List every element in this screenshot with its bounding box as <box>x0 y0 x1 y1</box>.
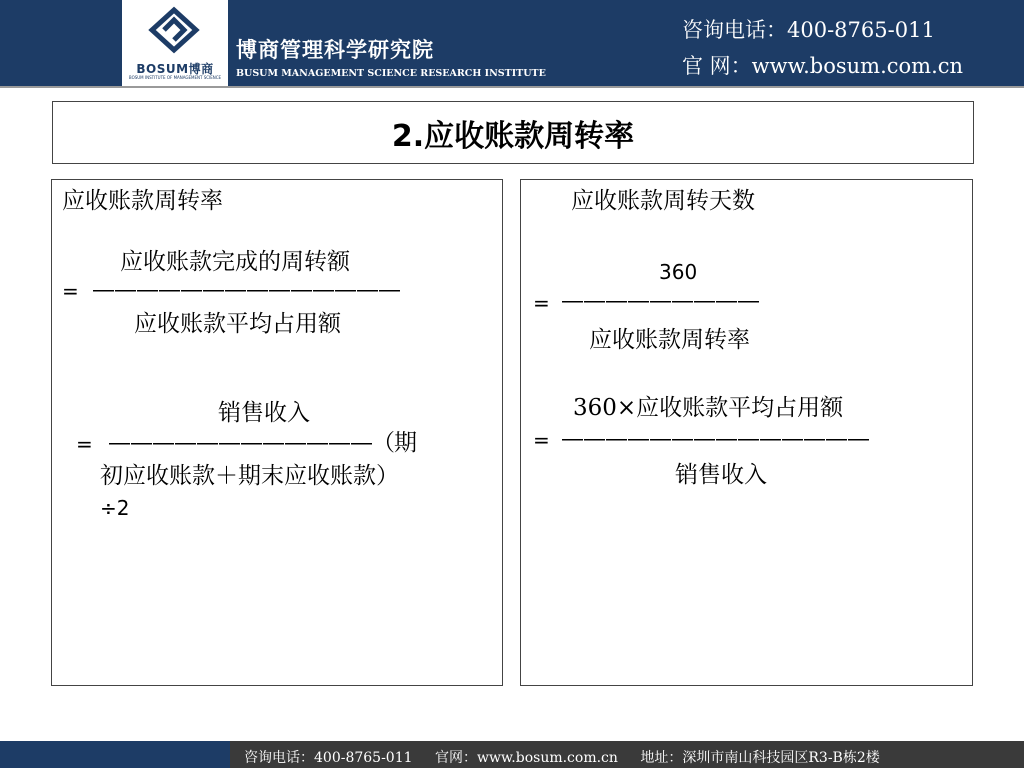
header-phone: 咨询电话：400-8765-011 <box>682 18 935 42</box>
logo <box>122 0 228 86</box>
right-panel-heading: 应收账款周转天数 <box>571 188 755 214</box>
org-name-en: BUSUM MANAGEMENT SCIENCE RESEARCH INSTITUTE <box>236 68 546 79</box>
right-f2-fraction-bar: —————————————— <box>561 426 869 452</box>
left-f2-denominator-line1: 初应收账款＋期末应收账款） <box>100 463 399 489</box>
footer-contact <box>244 747 898 767</box>
slide-title-box <box>52 101 974 164</box>
logo-subtext: BOSUM INSTITUTE OF MANAGEMENT SCIENCE <box>128 75 222 80</box>
footer-accent <box>0 741 230 768</box>
left-f2-fraction-bar: ————————————（期 <box>108 430 416 456</box>
right-f1-fraction-bar: ————————— <box>561 288 759 314</box>
right-f1-numerator: 360 <box>659 260 698 284</box>
right-f2-equals: = <box>533 428 550 452</box>
left-f2-numerator: 销售收入 <box>218 400 310 426</box>
left-f2-denominator-line2: ÷2 <box>100 496 130 520</box>
right-formula-panel <box>520 179 973 686</box>
org-name-cn: 博商管理科学研究院 <box>236 37 434 62</box>
right-f1-denominator: 应收账款周转率 <box>589 327 750 353</box>
left-formula-panel <box>51 179 503 686</box>
logo-wordmark: BOSUM博商 <box>136 62 214 76</box>
left-f1-equals: = <box>62 279 79 303</box>
footer-phone: 咨询电话：400-8765-011 <box>244 750 413 766</box>
footer-address: 地址：深圳市南山科技园区R3-B栋2楼 <box>640 750 880 766</box>
header-website: 官 网：www.bosum.com.cn <box>682 54 964 78</box>
right-f2-numerator: 360×应收账款平均占用额 <box>573 395 844 421</box>
left-panel-heading: 应收账款周转率 <box>62 188 223 214</box>
slide-title: 2.应收账款周转率 <box>391 118 635 154</box>
right-f1-equals: = <box>533 291 550 315</box>
left-f1-numerator: 应收账款完成的周转额 <box>120 249 350 275</box>
footer-website: 官网：www.bosum.com.cn <box>435 750 618 766</box>
left-f1-fraction-bar: —————————————— <box>92 277 400 303</box>
left-f2-equals: = <box>76 432 93 456</box>
right-f2-denominator: 销售收入 <box>675 462 767 488</box>
bosum-logo-icon <box>142 6 206 58</box>
left-f1-denominator: 应收账款平均占用额 <box>134 311 341 337</box>
header-divider <box>0 86 1024 88</box>
